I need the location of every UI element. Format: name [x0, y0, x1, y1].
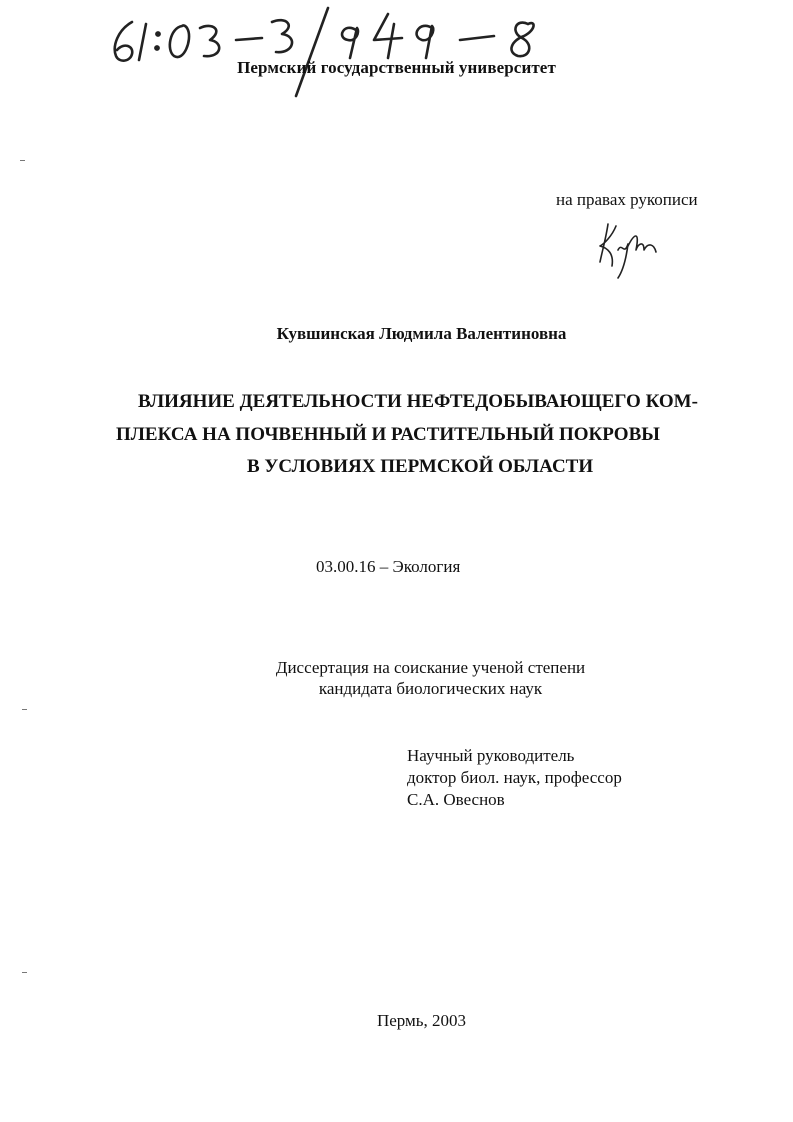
degree-line-1: Диссертация на соискание ученой степени — [275, 658, 586, 677]
university-name: Пермский государственный университет — [237, 58, 556, 77]
handwritten-archive-number — [0, 0, 793, 110]
degree-line-2: кандидата биологических наук — [318, 679, 543, 698]
dissertation-title-line-2: ПЛЕКСА НА ПОЧВЕННЫЙ И РАСТИТЕЛЬНЫЙ ПОКРОВЫ — [116, 424, 660, 445]
dissertation-title-line-3: В УСЛОВИЯХ ПЕРМСКОЙ ОБЛАСТИ — [247, 456, 594, 477]
supervisor-block — [407, 745, 622, 811]
supervisor-name: С.А. Овеснов — [407, 790, 505, 809]
signature — [594, 216, 666, 282]
specialty-code: 03.00.16 – Экология — [316, 557, 461, 576]
author-name: Кувшинская Людмила Валентиновна — [276, 324, 567, 343]
scan-mark — [22, 709, 27, 710]
supervisor-degree: доктор биол. наук, профессор — [407, 768, 622, 787]
city-year: Пермь, 2003 — [376, 1011, 467, 1030]
scan-mark — [22, 972, 27, 973]
dissertation-title-line-1: ВЛИЯНИЕ ДЕЯТЕЛЬНОСТИ НЕФТЕДОБЫВАЮЩЕГО КОМ- — [138, 391, 698, 412]
degree-statement — [0, 657, 793, 699]
scan-mark — [20, 160, 25, 161]
supervisor-role: Научный руководитель — [407, 746, 575, 765]
manuscript-note: на правах рукописи — [556, 190, 698, 209]
